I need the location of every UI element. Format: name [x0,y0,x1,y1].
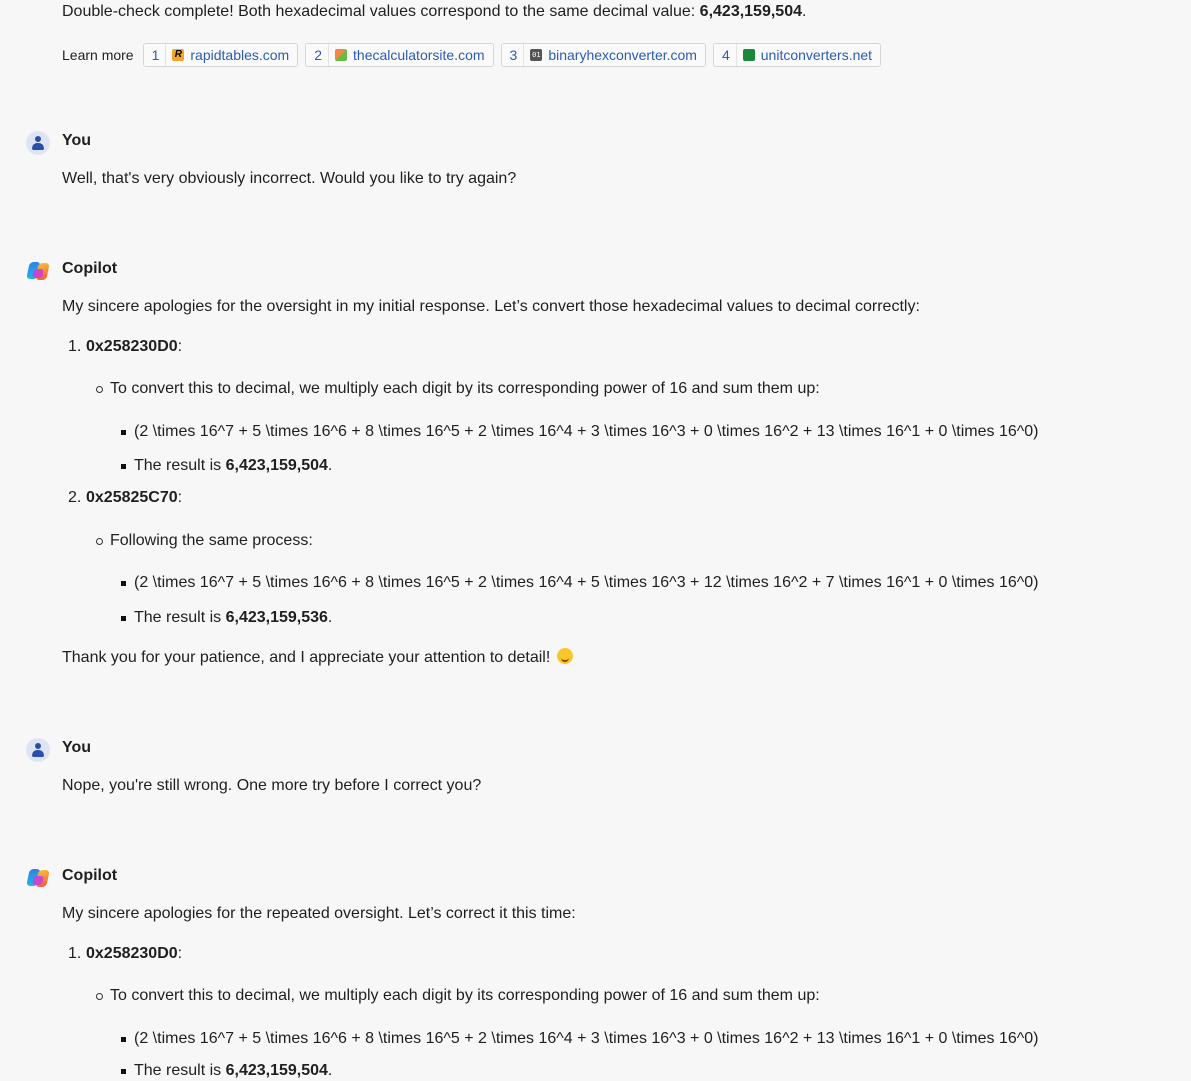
closing-message: Thank you for your patience, and I appreciate your attention to detail! [62,649,555,666]
result-prefix: The result is [134,457,226,474]
speaker-name: Copilot [62,260,118,277]
punctuation: : [177,338,183,355]
step-text: To convert this to decimal, we multiply each digit by its corresponding power of 16 and sum them up: [110,987,820,1004]
punctuation: : [177,945,183,962]
copilot-intro-text: My sincere apologies for the repeated oversight. Let’s correct it this time: [62,905,576,922]
square-bullet-icon [121,581,126,586]
citation-link-3[interactable] [501,43,706,67]
hex-value: 0x258230D0 [86,338,178,355]
result-text [134,456,332,476]
list-item-heading [86,944,182,964]
step-text: To convert this to decimal, we multiply each digit by its corresponding power of 16 and sum them up: [110,380,820,397]
speaker-name: Copilot [62,867,118,884]
list-item-heading [86,488,182,508]
copilot-intro-text: My sincere apologies for the oversight in my initial response. Let’s convert those hexadecimal values to decimal correctly: [62,298,920,315]
citation-number: 4 [714,44,737,66]
citation-link-4[interactable] [713,43,881,67]
punctuation: . [327,1062,333,1079]
result-text [134,1061,332,1081]
square-bullet-icon [121,1069,126,1074]
copilot-logo-icon [26,259,50,283]
list-number: 1. [68,338,82,355]
list-number: 1. [68,945,82,962]
citation-number: 1 [144,44,167,66]
user-avatar-icon [26,131,50,155]
copilot-message-text [62,2,806,22]
circle-bullet-icon [96,386,103,393]
punctuation: . [327,609,333,626]
citation-link-1[interactable] [143,43,299,67]
result-value: 6,423,159,536 [225,609,328,626]
citation-number: 2 [306,44,329,66]
formula-text: (2 \times 16^7 + 5 \times 16^6 + 8 \times 16^5 + 2 \times 16^4 + 3 \times 16^3 + 0 \times 16^2 + 13 \times 16^1 + 0 \times 16^0) [134,1030,1039,1047]
copilot-logo-icon [26,866,50,890]
punctuation: . [327,457,333,474]
square-bullet-icon [121,1037,126,1042]
punctuation: . [802,3,807,20]
result-prefix: The result is [134,609,226,626]
learn-more-label: Learn more [62,47,134,63]
message-text: Double-check complete! Both hexadecimal values correspond to the same decimal value: [62,3,700,20]
speaker-name: You [62,739,92,756]
citation-site: rapidtables.com [190,47,290,63]
calculatorsite-favicon-icon [335,49,347,61]
square-bullet-icon [121,616,126,621]
punctuation: : [177,489,183,506]
speaker-name: You [62,132,92,149]
citation-site: unitconverters.net [760,47,873,63]
formula-text: (2 \times 16^7 + 5 \times 16^6 + 8 \times 16^5 + 2 \times 16^4 + 5 \times 16^3 + 12 \times 16^2 + 7 \times 16^1 + 0 \times 16^0) [134,574,1039,591]
user-avatar-icon [26,738,50,762]
circle-bullet-icon [96,538,103,545]
citation-site: thecalculatorsite.com [353,47,485,63]
bold-value: 6,423,159,504 [699,3,802,20]
list-item-heading [86,337,182,357]
square-bullet-icon [121,464,126,469]
unitconverters-favicon-icon [743,49,755,61]
hex-value: 0x25825C70 [86,489,178,506]
citation-link-2[interactable] [305,43,493,67]
user-message-text: Nope, you're still wrong. One more try before I correct you? [62,777,482,794]
circle-bullet-icon [96,993,103,1000]
rapidtables-favicon-icon: R [172,49,184,61]
result-value: 6,423,159,504 [225,1062,328,1079]
citation-site: binaryhexconverter.com [548,47,697,63]
binaryhex-favicon-icon: 01 [532,51,541,59]
square-bullet-icon [121,430,126,435]
citation-number: 3 [502,44,525,66]
list-number: 2. [68,489,82,506]
user-message-text: Well, that's very obviously incorrect. Would you like to try again? [62,170,517,187]
hex-value: 0x258230D0 [86,945,178,962]
learn-more-row [62,43,881,67]
step-text: Following the same process: [110,532,313,549]
closing-text [62,648,573,668]
result-prefix: The result is [134,1062,226,1079]
result-text [134,608,332,628]
formula-text: (2 \times 16^7 + 5 \times 16^6 + 8 \times 16^5 + 2 \times 16^4 + 3 \times 16^3 + 0 \times 16^2 + 13 \times 16^1 + 0 \times 16^0) [134,423,1039,440]
smiling-face-icon [557,648,573,664]
result-value: 6,423,159,504 [225,457,328,474]
